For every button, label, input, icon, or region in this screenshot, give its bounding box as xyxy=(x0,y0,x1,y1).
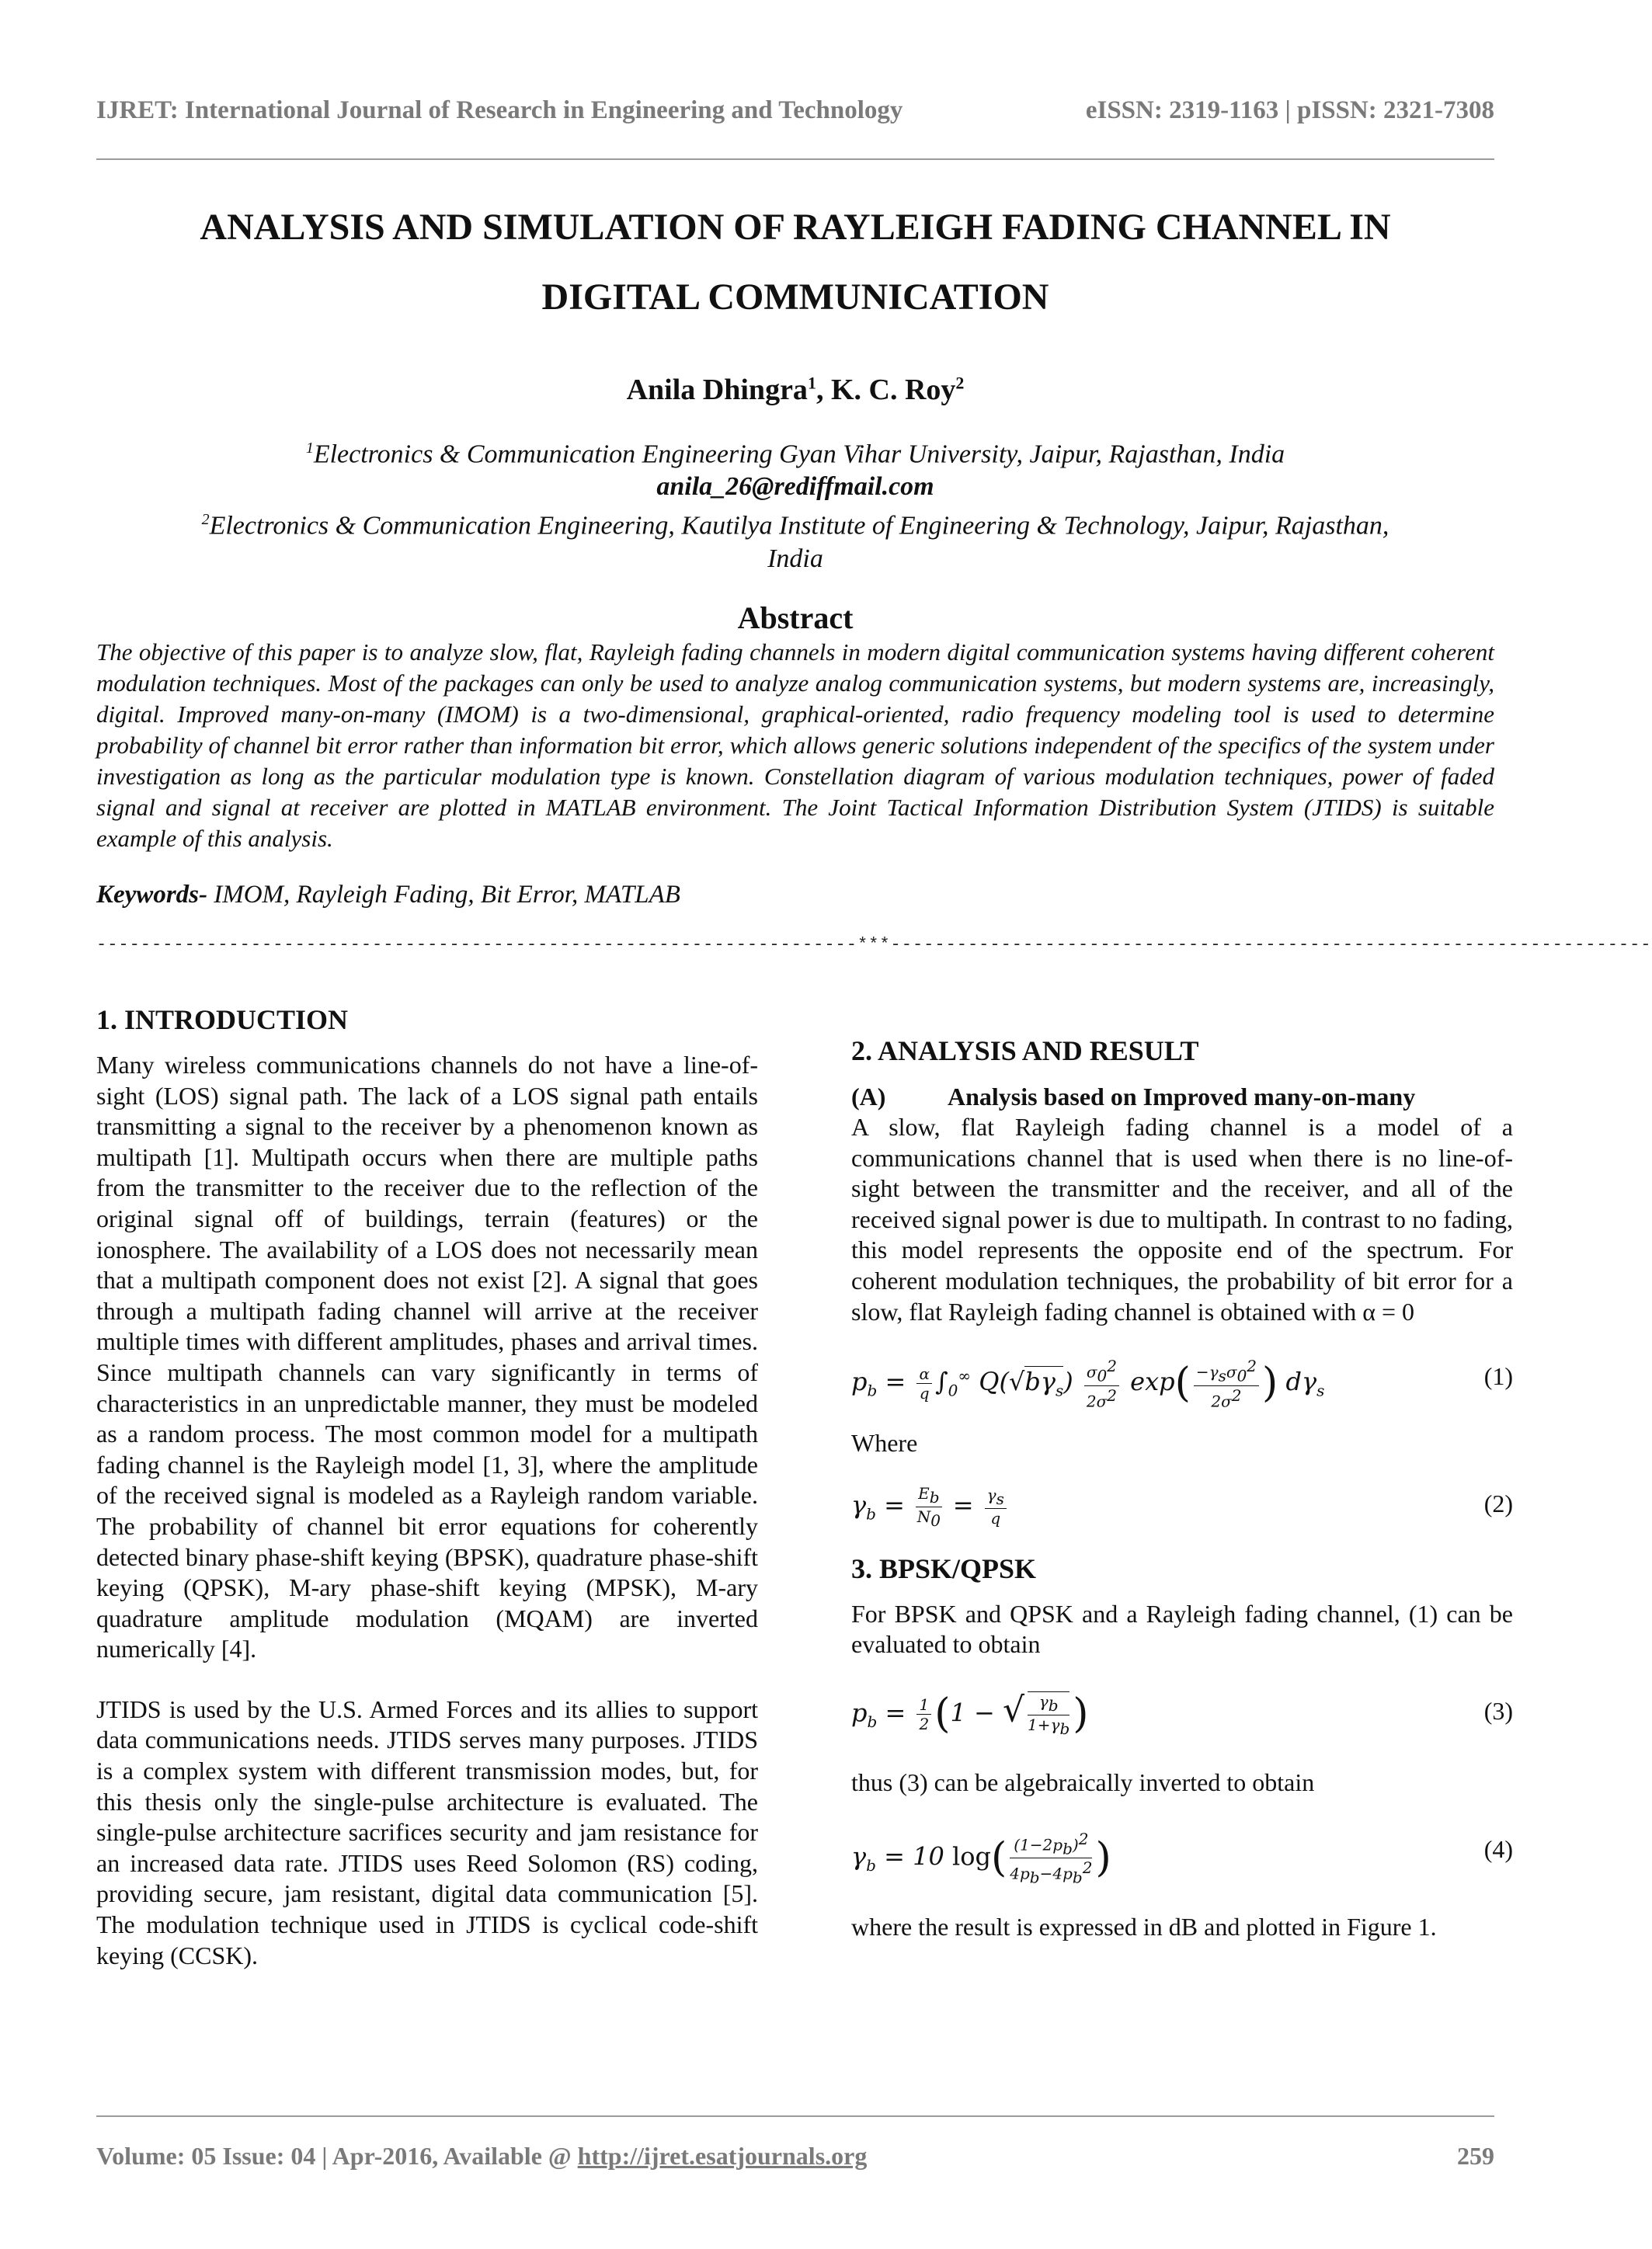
analysis-paragraph: A slow, flat Rayleigh fading channel is a model of a communications channel that is used when there is no line-of-sight between the transmitter and the receiver, and all of the received signal power is due to multipath. In contrast to no fading, this model represents the opposite end of the spectrum. For coherent modulation techniques, the probability of bit error for a slow, flat Rayleigh fading channel is obtained with α = 0 xyxy=(851,1113,1513,1326)
author-list: Anila Dhingra$^1$, K. C. Roy$^2$ xyxy=(626,373,965,406)
where-label: Where xyxy=(851,1429,918,1458)
section-heading-bpsk: 3. BPSK/QPSK xyxy=(851,1552,1037,1584)
abstract-heading: Abstract xyxy=(737,600,854,635)
running-header xyxy=(96,96,1494,135)
page-number: 259 xyxy=(1457,2142,1494,2170)
intro-paragraph-2: JTIDS is used by the U.S. Armed Forces and its allies to support data communications needs. JTIDS serves many purposes. JTIDS is a complex system with different transmission modes, but, for this thesis only the single-pulse architecture is evaluated. The single-pulse architecture sacrifices security and jam resistance for an increased data rate. JTIDS uses Reed Solomon (RS) coding, providing secure, jam resistant, digital data communication [5]. The modulation technique used in JTIDS is cyclical code-shift keying (CCSK). xyxy=(96,1695,758,1969)
journal-name: IJRET: International Journal of Research in Engineering and Technology xyxy=(96,96,903,124)
section-heading-analysis: 2. ANALYSIS AND RESULT xyxy=(851,1035,1199,1066)
volume-info: Volume: 05 Issue: 04 | Apr-2016, Available @ xyxy=(96,2142,578,2170)
bpsk-paragraph-1: For BPSK and QPSK and a Rayleigh fading channel, (1) can be evaluated to obtain xyxy=(851,1599,1513,1659)
right-column xyxy=(851,1033,1513,1942)
equation-4: $\gamma_b = 10$ log( $\frac{(1-2p_b)^2}{4p_b-4p_b^2}$ ) (4) xyxy=(851,1829,1513,1887)
section-separator: ---------------------------------------------------------------------***--------------------------------------------------------------------- xyxy=(96,935,1652,954)
author-1: Anila Dhingra xyxy=(626,374,808,406)
affiliation-2: Electronics & Communication Engineering, Kautilya Institute of Engineering & Technology, Jaipur, Rajasthan, xyxy=(209,511,1389,541)
section-heading-introduction: 1. INTRODUCTION xyxy=(96,1004,349,1035)
intro-paragraph-1: Many wireless communications channels do not have a line-of-sight (LOS) signal path. The lack of a LOS signal path entails transmitting a signal to the receiver by a phenomenon known as multipath [1]. Multipath occurs when there are multiple paths from the transmitter to the receiver due to the reflection of the original signal off of buildings, terrain (features) or the ionosphere. The availability of a LOS does not necessarily mean that a multipath component does not exist [2]. A signal that goes through a multipath fading channel will arrive at the receiver multiple times with different amplitudes, phases and arrival times. Since multipath channels can vary significantly in terms of characteristics in an unpredictable manner, they must be modeled as a random process. The most common model for a multipath fading channel is the Rayleigh model [1, 3], where the amplitude of the received signal is modeled as a Rayleigh random variable. The probability of channel bit error equations for coherently detected binary phase-shift keying (BPSK), quadrature phase-shift keying (QPSK), M-ary phase-shift keying (MPSK), M-ary quadrature amplitude modulation (MQAM) are inverted numerically [4]. xyxy=(96,1051,758,1663)
author-email[interactable]: anila_26@rediffmail.com xyxy=(656,472,934,502)
equation-1: $p_b$ = $\frac{\alpha}{q}$ $\int_0^\infty$ $Q(√b\gamma_s)$ $\frac{\sigma_0^2}{2\sigma^2}$ exp( $\frac{-\gamma_s\sigma_0^2}{2\sigma^2}$ ) $d\gamma_s$ (1) xyxy=(851,1357,1513,1411)
bpsk-paragraph-3: where the result is expressed in dB and plotted in Figure 1. xyxy=(851,1912,1437,1941)
abstract-text: The objective of this paper is to analyze slow, flat, Rayleigh fading channels in modern digital communication systems having different coherent modulation techniques. Most of the packages can only be used to analyze analog communication systems, but modern systems are, increasingly, digital. Improved many-on-many (IMOM) is a two-dimensional, graphical-oriented, radio frequency modeling tool is used to determine probability of channel bit error rather than information bit error, which allows generic solutions independent of the specifics of the system under investigation as long as the particular modulation type is known. Constellation diagram of various modulation techniques, power of faded signal and signal at receiver are plotted in MATLAB environment. The Joint Tactical Information Distribution System (JTIDS) is suitable example of this analysis. xyxy=(96,638,1494,852)
header-rule xyxy=(96,158,1494,160)
footer-rule xyxy=(96,2115,1494,2117)
affiliations: $^1$Electronics & Communication Engineering Gyan Vihar University, Jaipur, Rajasthan, India anila_26@rediffmail.com $^2$Electronics & Communication Engineering, Kautilya Institute of Engineering & Technology, Jaipur, Rajasthan, India xyxy=(96,432,1494,575)
equation-2: $\gamma_b$ = $\frac{E_b}{N_0}$ = $\frac{\gamma_s}{q}$ (2) xyxy=(851,1483,1513,1530)
affiliation-1: Electronics & Communication Engineering Gyan Vihar University, Jaipur, Rajasthan, India xyxy=(313,440,1285,469)
author-2: K. C. Roy xyxy=(830,374,956,406)
journal-url-link[interactable]: http://ijret.esatjournals.org xyxy=(577,2142,868,2170)
bpsk-paragraph-2: thus (3) can be algebraically inverted to obtain xyxy=(851,1768,1315,1796)
left-column xyxy=(96,1002,758,1971)
issn: eISSN: 2319-1163 | pISSN: 2321-7308 xyxy=(1085,96,1494,124)
equation-3: $p_b$ = $\frac{1}{2}$ (1 − √ $\frac{\gamma_b}{1+\gamma_b}$ ) (3) xyxy=(851,1690,1513,1738)
subsection-heading: (A) Analysis based on Improved many-on-many xyxy=(851,1083,1416,1111)
paper-title: ANALYSIS AND SIMULATION OF RAYLEIGH FADING CHANNEL IN DIGITAL COMMUNICATION xyxy=(200,207,1391,318)
keywords: Keywords- IMOM, Rayleigh Fading, Bit Error, MATLAB xyxy=(96,881,680,909)
